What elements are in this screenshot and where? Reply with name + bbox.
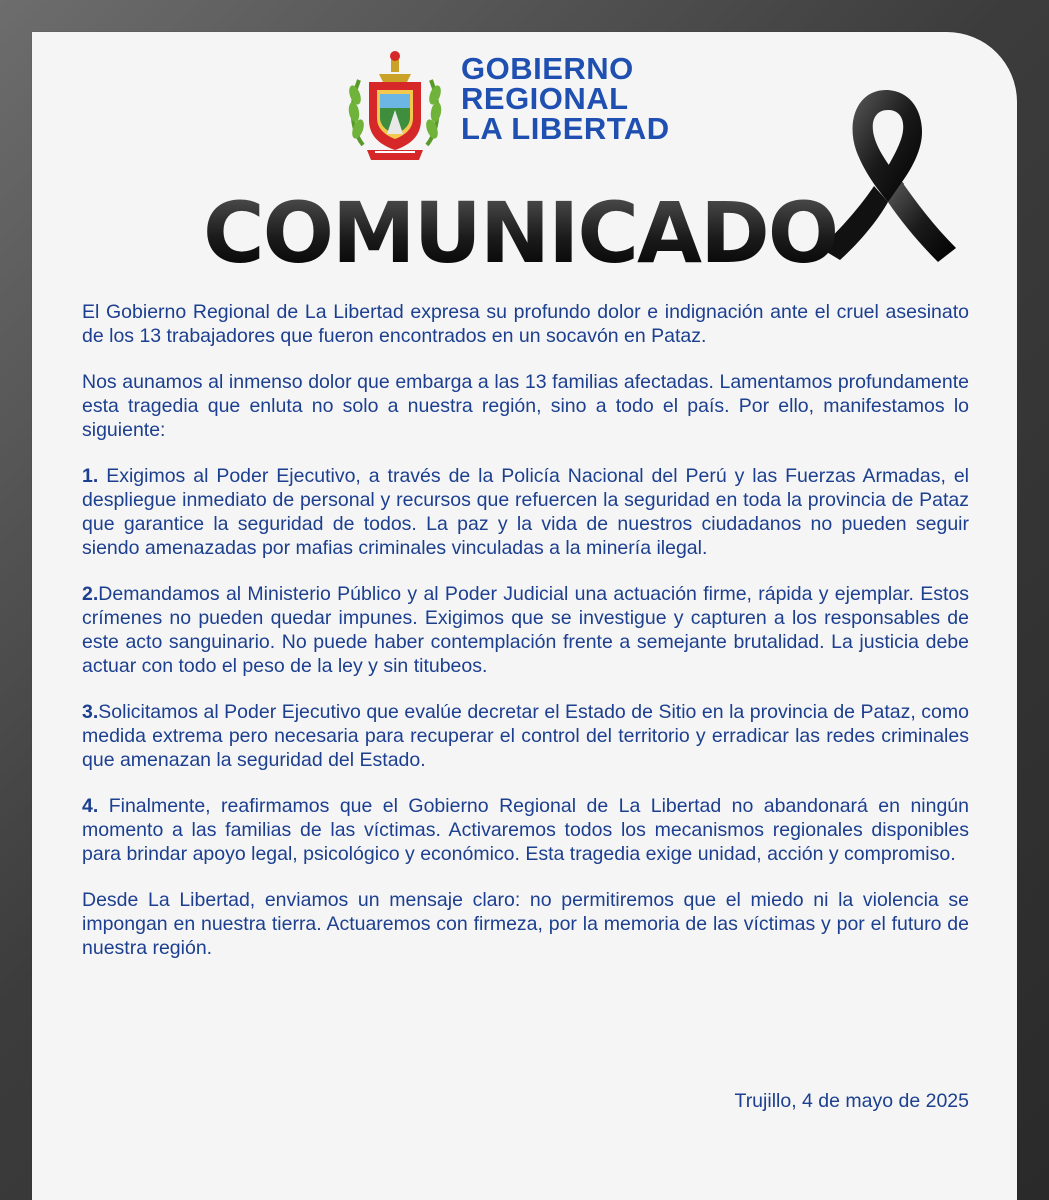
point-3: [82, 700, 969, 772]
page-title: COMUNICADO: [203, 184, 838, 282]
intro-paragraph: El Gobierno Regional de La Libertad expresa su profundo dolor e indignación ante el cruel asesinato de los 13 trabajadores que fueron encontrados en un socavón en Pataz.: [82, 301, 969, 347]
point-number: 1.: [82, 465, 99, 487]
communique-body: [82, 300, 969, 982]
second-paragraph: Nos aunamos al inmenso dolor que embarga a las 13 familias afectadas. Lamentamos profundamente esta tragedia que enluta no solo a nuestra región, sino a todo el país. Por ello, manifestamos lo siguiente:: [82, 371, 969, 441]
org-name-line-3: LA LIBERTAD: [461, 111, 670, 146]
point-4: [82, 794, 969, 866]
point-text: Finalmente, reafirmamos que el Gobierno Regional de La Libertad no abandonará en ningún momento a las familias de las víctimas. Activaremos todos los mecanismos regionales disponibles para brindar apoyo legal, psicológico y económico. Esta tragedia exige unidad, acción y compromiso.: [82, 795, 969, 865]
coat-of-arms-icon: [345, 50, 445, 165]
place-and-date: Trujillo, 4 de mayo de 2025: [734, 1090, 969, 1112]
point-number: 4.: [82, 795, 99, 817]
point-text: Demandamos al Ministerio Público y al Poder Judicial una actuación firme, rápida y ejemplar. Estos crímenes no pueden quedar impunes. Exigimos que se investigue y capturen a los responsables de este acto sanguinario. No puede haber contemplación frente a semejante brutalidad. La justicia debe actuar con todo el peso de la ley y sin titubeos.: [82, 583, 969, 677]
closing-paragraph: Desde La Libertad, enviamos un mensaje claro: no permitiremos que el miedo ni la violencia se impongan en nuestra tierra. Actuaremos con firmeza, por la memoria de las víctimas y por el futuro de nuestra región.: [82, 889, 969, 959]
point-1: [82, 464, 969, 560]
point-number: 2.: [82, 583, 99, 605]
point-number: 3.: [82, 701, 99, 723]
point-text: Exigimos al Poder Ejecutivo, a través de la Policía Nacional del Perú y las Fuerzas Armadas, el despliegue inmediato de personal y recursos que refuercen la seguridad en toda la provincia de Pataz que garantice la seguridad de todos. La paz y la vida de nuestros ciudadanos no pueden seguir siendo amenazadas por mafias criminales vinculadas a la minería ilegal.: [82, 465, 969, 559]
org-name-line-1: GOBIERNO: [461, 51, 634, 86]
organization-name: [461, 51, 670, 146]
header-logo: [345, 50, 725, 165]
point-text: Solicitamos al Poder Ejecutivo que evalúe decretar el Estado de Sitio en la provincia de Pataz, como medida extrema pero necesaria para recuperar el control del territorio y erradicar las redes criminales que amenazan la seguridad del Estado.: [82, 701, 969, 771]
org-name-line-2: REGIONAL: [461, 81, 629, 116]
point-2: [82, 582, 969, 678]
